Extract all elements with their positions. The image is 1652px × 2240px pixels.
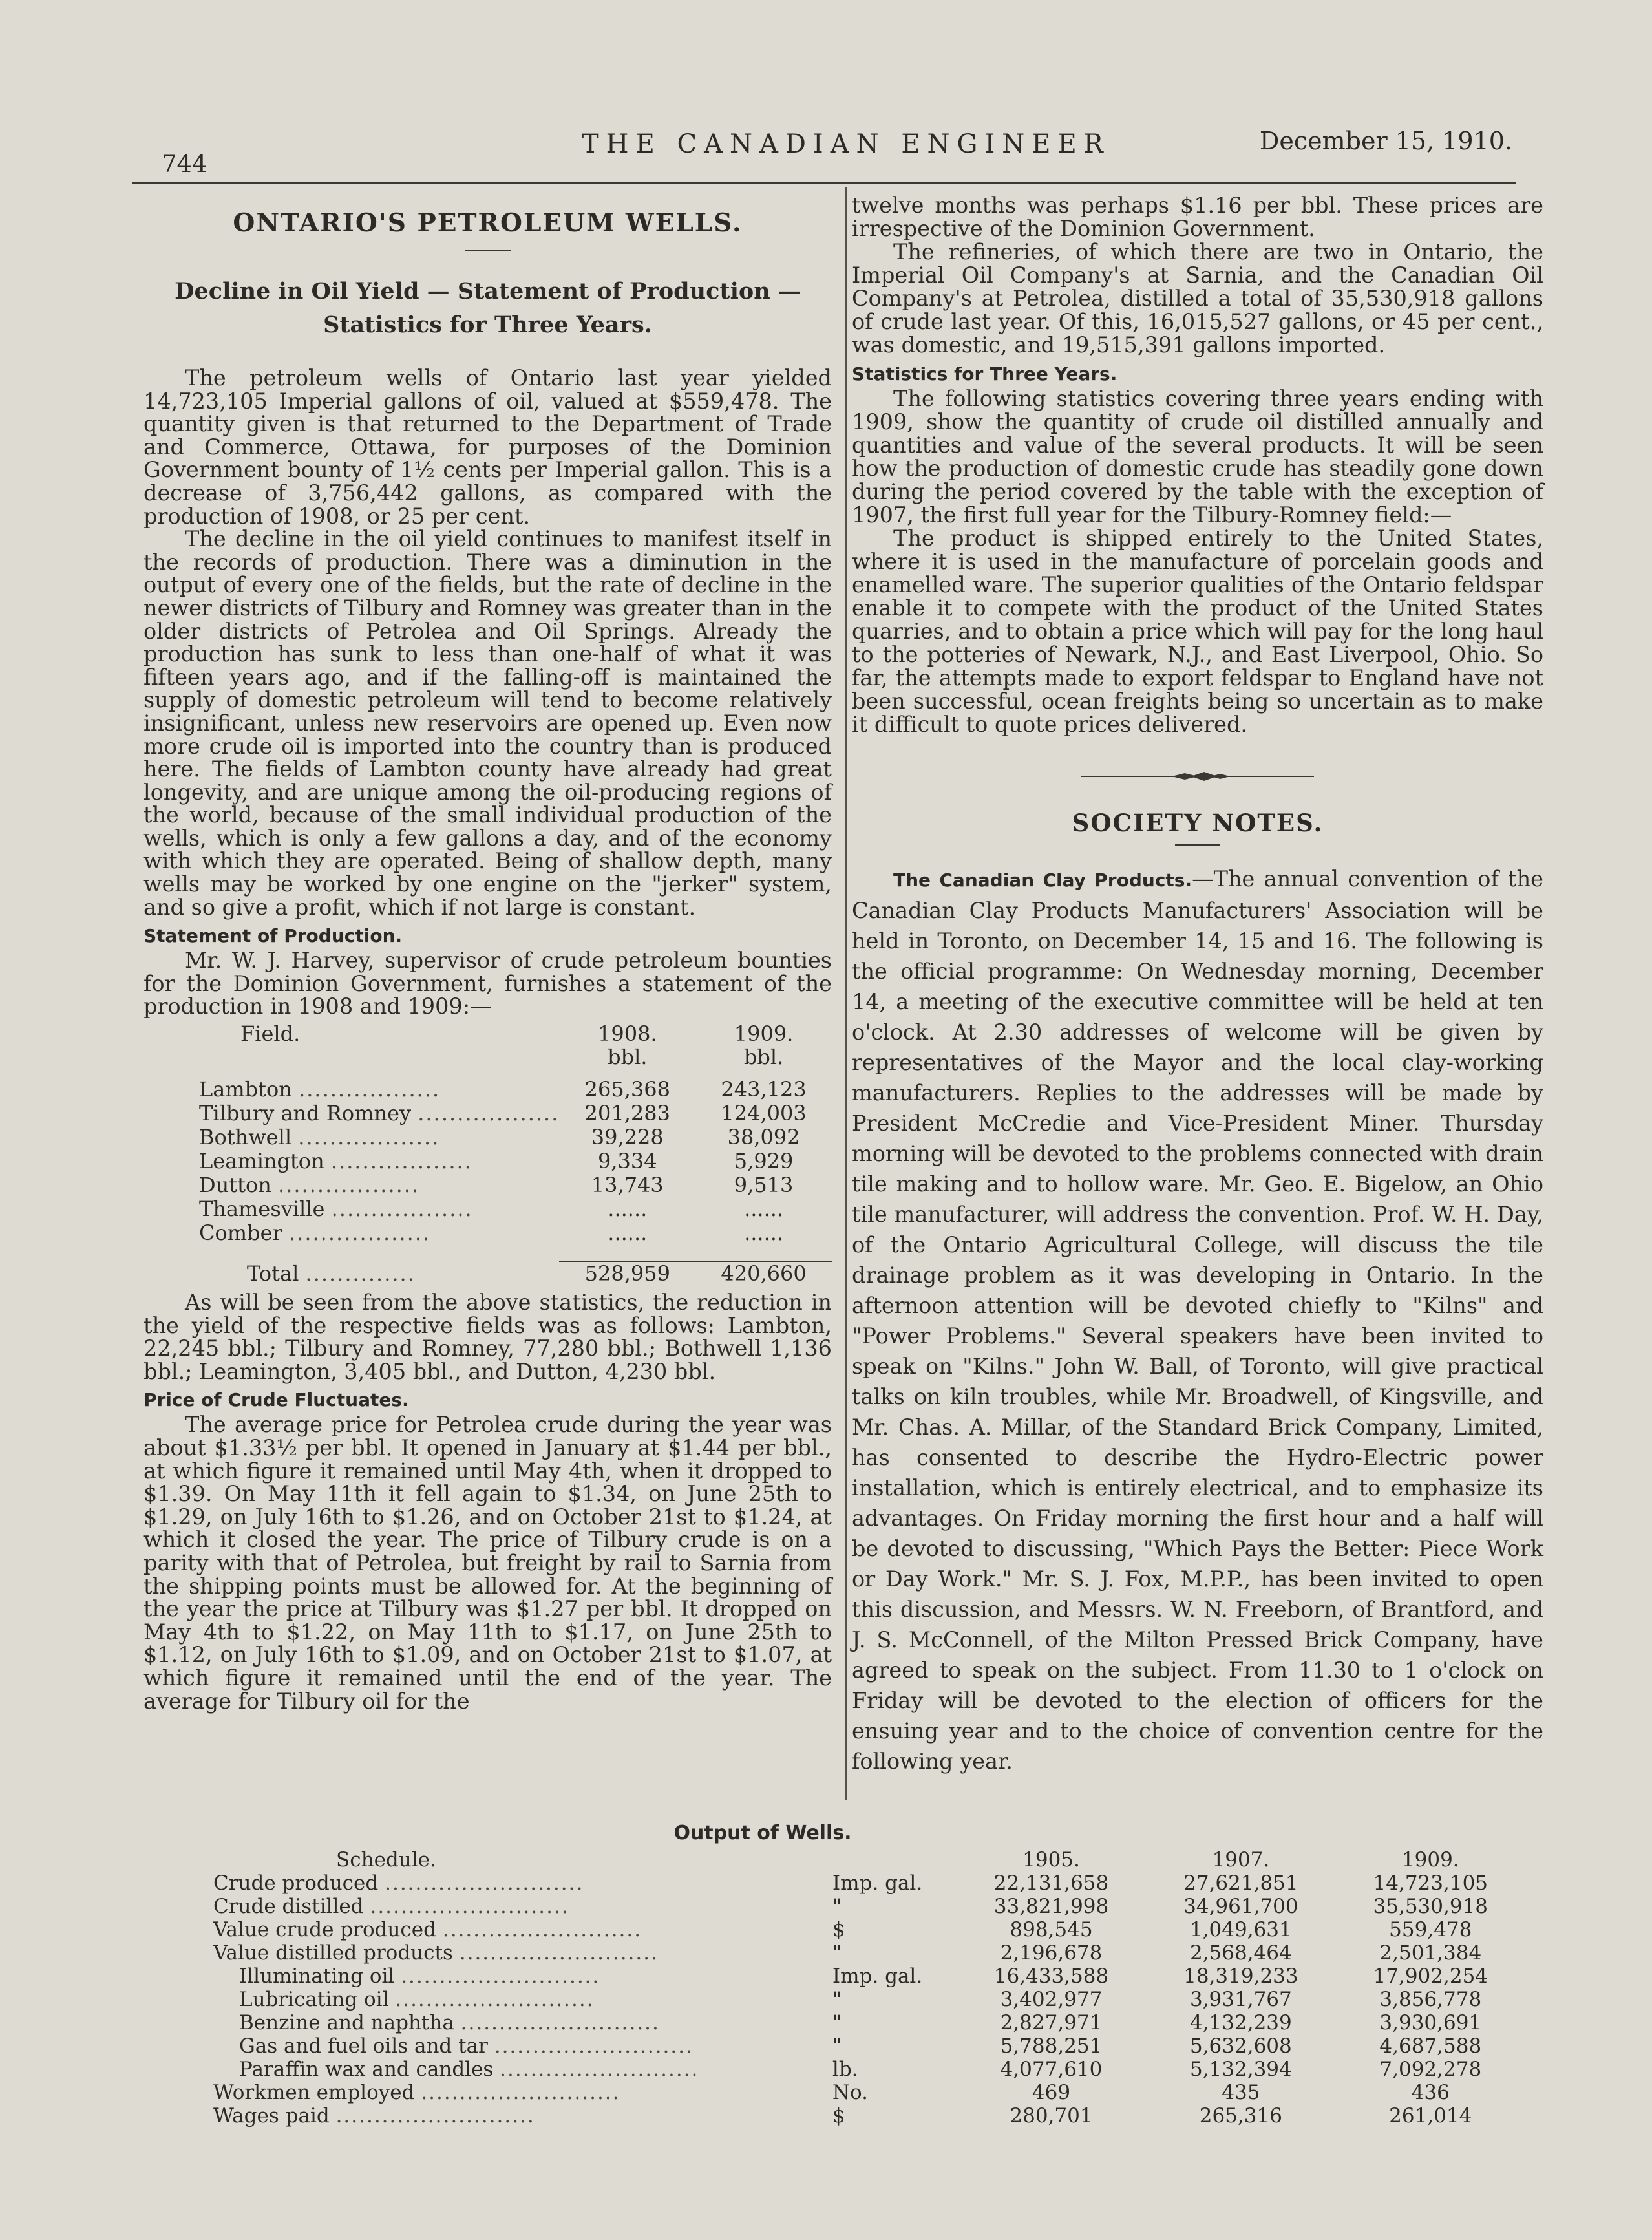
value-cell: 5,632,608 [1189, 2034, 1292, 2058]
production-table [143, 1022, 832, 1286]
paragraph: Mr. W. J. Harvey, supervisor of crude petroleum bounties for the Dominion Government, furnishes a statement of the production in 1908 and 1909:— [143, 948, 832, 1019]
value-1908: 9,334 [597, 1149, 657, 1174]
production-row: Lambton .................. 265,368 243,123 [143, 1078, 832, 1102]
production-row: Dutton .................. 13,743 9,513 [143, 1173, 832, 1197]
society-paragraph [852, 864, 1543, 1776]
schedule-label: Value crude produced [213, 1918, 436, 1941]
unit-cell: lb. [832, 2058, 858, 2081]
field-name: Leamington [199, 1149, 324, 1174]
schedule-label: Crude produced [213, 1872, 379, 1895]
title-rule [1175, 844, 1220, 846]
schedule-label: Illuminating oil [239, 1965, 395, 1988]
value-cell: 22,131,658 [993, 1872, 1109, 1895]
value-cell: 435 [1222, 2081, 1260, 2104]
unit-cell: Imp. gal. [832, 1872, 923, 1895]
unit-cell: " [832, 1988, 842, 2011]
schedule-label: Benzine and naphtha [239, 2011, 454, 2034]
unit-cell: Imp. gal. [832, 1965, 923, 1988]
column-rule [845, 187, 847, 1800]
production-row: Leamington .................. 9,334 5,929 [143, 1149, 832, 1173]
production-row: Thamesville .................. ...... ...... [143, 1197, 832, 1221]
value-cell: 16,433,588 [993, 1965, 1109, 1988]
value-cell: 3,930,691 [1379, 2011, 1482, 2034]
output-row: Wages paid .......................... $ 280,701 265,316 261,014 [194, 2104, 1525, 2128]
society-body: —The annual convention of the Canadian Clay Products Manufacturers' Association will be held in Toronto, on December 14, 15 and 16. The following is the official programme: On Wednesday morning, December 14, a meeting of the executive committee will be held at ten o'clock. At 2.30 addresses of welcome will be given by representatives of the Mayor and the local clay-working manufacturers. Replies to the addresses will be made by President McCredie and Vice-President Miner. Thursday morning will be devoted to the problems connected with drain tile making and to hollow ware. Mr. Geo. E. Bigelow, an Ohio tile manufacturer, will address the convention. Prof. W. H. Day, of the Ontario Agricultural College, will discuss the tile drainage problem as it was developing in Ontario. In the afternoon attention will be devoted chiefly to "Kilns" and "Power Problems." Several speakers have been invited to speak on "Kilns." John W. Ball, of Toronto, will give practical talks on kiln troubles, while Mr. Broadwell, of Kingsville, and Mr. Chas. A. Millar, of the Standard Brick Company, Limited, has consented to describe the Hydro-Electric power installation, which is entirely electrical, and to emphasize its advantages. On Friday morning the first hour and a half will be devoted to discussing, "Which Pays the Better: Piece Work or Day Work." Mr. S. J. Fox, M.P.P., has been invited to open this discussion, and Messrs. W. N. Freeborn, of Brantford, and J. S. McConnell, of the Milton Pressed Brick Company, have agreed to speak on the subject. From 11.30 to 1 o'clock on Friday will be devoted to the election of officers for the ensuing year and to the choice of convention centre for the following year. [852, 866, 1543, 1774]
output-table-title: Output of Wells. [673, 1822, 852, 1844]
unit-cell: " [832, 2011, 842, 2034]
value-cell: 2,196,678 [1000, 1941, 1103, 1965]
field-name: Tilbury and Romney [199, 1102, 412, 1126]
total-1909: 420,660 [695, 1261, 832, 1286]
value-cell: 1,049,631 [1189, 1918, 1292, 1941]
field-name: Lambton [199, 1078, 292, 1102]
total-label: Total [247, 1261, 299, 1286]
value-cell: 265,316 [1199, 2104, 1282, 2128]
value-cell: 3,856,778 [1379, 1988, 1482, 2011]
output-row: Paraffin wax and candles .......................... lb. 4,077,610 5,132,394 7,092,278 [194, 2058, 1525, 2081]
unit-cell: " [832, 1895, 842, 1918]
running-header [129, 123, 1525, 178]
value-cell: 14,723,105 [1373, 1872, 1488, 1895]
output-row: Value distilled products .......................... " 2,196,678 2,568,464 2,501,384 [194, 1941, 1525, 1965]
field-name: Thamesville [199, 1197, 325, 1222]
unit-cell: $ [832, 1918, 845, 1941]
unit-cell: No. [832, 2081, 869, 2104]
unit-cell: $ [832, 2104, 845, 2128]
title-rule [465, 250, 511, 251]
schedule-label: Crude distilled [213, 1895, 364, 1918]
col-header-field: Field. [240, 1022, 301, 1046]
schedule-label: Gas and fuel oils and tar [239, 2034, 488, 2058]
col-header-year: 1907. [1212, 1848, 1270, 1872]
output-row: Benzine and naphtha .......................... " 2,827,971 4,132,239 3,930,691 [194, 2011, 1525, 2034]
output-row: Illuminating oil .......................... Imp. gal. 16,433,588 18,319,233 17,902,254 [194, 1965, 1525, 1988]
col-header-1909: 1909. [734, 1021, 794, 1047]
article-continuation [852, 194, 1543, 736]
schedule-label: Wages paid [213, 2104, 330, 2128]
value-1909: ...... [744, 1221, 784, 1246]
value-cell: 4,132,239 [1189, 2011, 1292, 2034]
value-cell: 4,077,610 [1000, 2058, 1103, 2081]
section-heading: Statement of Production. [143, 925, 403, 947]
value-cell: 7,092,278 [1379, 2058, 1482, 2081]
value-cell: 436 [1411, 2081, 1450, 2104]
deck-line: Decline in Oil Yield — Statement of Production — [175, 278, 801, 304]
production-row: Tilbury and Romney .................. 201,283 124,003 [143, 1102, 832, 1125]
paragraph: The average price for Petrolea crude during the year was about $1.33½ per bbl. It opened in January at $1.44 per bbl., at which figure it remained until May 4th, when it dropped to $1.39. On May 11th it fell again to $1.34, on June 25th to $1.29, on July 16th to $1.26, and on October 21st to $1.24, at which it closed the year. The price of Tilbury crude is on a parity with that of Petrolea, but freight by rail to Sarnia from the shipping points must be allowed for. At the beginning of the year the price at Tilbury was $1.27 per bbl. It dropped on May 4th to $1.22, on May 11th to $1.17, on June 25th to $1.12, on July 16th to $1.09, and on October 21st to $1.07, at which figure it remained until the end of the year. The average for Tilbury oil for the [143, 1412, 832, 1714]
value-1909: ...... [744, 1197, 784, 1222]
value-cell: 17,902,254 [1373, 1965, 1488, 1988]
deck-line: Statistics for Three Years. [323, 312, 652, 338]
header-rule [132, 182, 1516, 184]
field-name: Comber [199, 1221, 282, 1246]
paragraph: twelve months was perhaps $1.16 per bbl. These prices are irrespective of the Dominion Government. [852, 193, 1543, 241]
field-name: Bothwell [199, 1125, 292, 1150]
society-notes-title: SOCIETY NOTES. [1072, 809, 1324, 837]
value-cell: 33,821,998 [993, 1895, 1109, 1918]
schedule-label: Workmen employed [213, 2081, 415, 2104]
section-heading: Price of Crude Fluctuates. [143, 1389, 409, 1411]
value-1908: 13,743 [591, 1173, 664, 1198]
value-cell: 35,530,918 [1373, 1895, 1488, 1918]
value-cell: 5,788,251 [1000, 2034, 1103, 2058]
value-cell: 898,545 [1010, 1918, 1093, 1941]
paragraph: The decline in the oil yield continues to manifest itself in the records of production. There was a diminution in the output of every one of the fields, but the rate of decline in the newer districts of Tilbury and Romney was greater than in the older districts of Petrolea and Oil Springs. Already the production has sunk to less than one-half of what it was fifteen years ago, and if the falling-off is maintained the supply of domestic petroleum will tend to become relatively insignificant, unless new reservoirs are opened up. Even now more crude oil is imported into the country than is produced here. The fields of Lambton county have already had great longevity, and are unique among the oil-producing regions of the world, because of the small individual production of the wells, which is only a few gallons a day, and of the economy with which they are operated. Being of shallow depth, many wells may be worked by one engine on the "jerker" system, and so give a profit, which if not large is constant. [143, 526, 832, 920]
page-number: 744 [162, 150, 207, 178]
value-cell: 4,687,588 [1379, 2034, 1482, 2058]
issue-date: December 15, 1910. [1259, 127, 1512, 155]
society-lead: The Canadian Clay Products. [893, 869, 1192, 891]
output-row: Crude produced .......................... Imp. gal. 22,131,658 27,621,851 14,723,105 [194, 1872, 1525, 1895]
field-name: Dutton [199, 1173, 271, 1198]
col-header-year: 1905. [1022, 1848, 1080, 1872]
value-cell: 280,701 [1010, 2104, 1093, 2128]
output-row: Lubricating oil .......................... " 3,402,977 3,931,767 3,856,778 [194, 1988, 1525, 2011]
value-1909: 243,123 [721, 1077, 807, 1102]
paragraph: The following statistics covering three years ending with 1909, show the quantity of crude oil distilled annually and quantities and value of the several products. It will be seen how the production of domestic crude has steadily gone down during the period covered by the table with the exception of 1907, the first full year for the Tilbury-Romney field:— [852, 386, 1543, 528]
value-1908: 201,283 [584, 1101, 670, 1126]
value-1909: 38,092 [727, 1125, 800, 1150]
value-cell: 559,478 [1389, 1918, 1472, 1941]
output-row: Value crude produced .......................... $ 898,545 1,049,631 559,478 [194, 1918, 1525, 1941]
output-row: Workmen employed .......................... No. 469 435 436 [194, 2081, 1525, 2104]
paragraph: The refineries, of which there are two in Ontario, the Imperial Oil Company's at Sarnia, and the Canadian Oil Company's at Petrolea, distilled a total of 35,530,918 gallons of crude last year. Of this, 16,015,527 gallons, or 45 per cent., was domestic, and 19,515,391 gallons imported. [852, 239, 1543, 357]
paragraph: The product is shipped entirely to the United States, where it is used in the manufacture of porcelain goods and enamelled ware. The superior qualities of the Ontario feldspar enable it to compete with the product of the United States quarries, and to obtain a price which will pay for the long haul to the potteries of Newark, N.J., and East Liverpool, Ohio. So far, the attempts made to export feldspar to England have not been successful, ocean freights being so uncertain as to make it difficult to quote prices delivered. [852, 526, 1543, 737]
col-header-1908: 1908. [597, 1021, 657, 1047]
value-1908: ...... [608, 1221, 648, 1246]
value-cell: 2,568,464 [1189, 1941, 1292, 1965]
value-cell: 18,319,233 [1183, 1965, 1298, 1988]
value-cell: 34,961,700 [1183, 1895, 1298, 1918]
value-cell: 2,501,384 [1379, 1941, 1482, 1965]
right-column [852, 194, 1543, 1776]
output-of-wells [194, 1822, 1525, 2128]
col-header-schedule: Schedule. [336, 1848, 436, 1872]
output-row: Crude distilled .......................... " 33,821,998 34,961,700 35,530,918 [194, 1895, 1525, 1918]
value-cell: 27,621,851 [1183, 1872, 1298, 1895]
schedule-label: Lubricating oil [239, 1988, 389, 2011]
total-row: Total .............. 528,959 420,660 [143, 1261, 832, 1286]
paragraph: As will be seen from the above statistics, the reduction in the yield of the respective fields was as follows: Lambton, 22,245 bbl.; Tilbury and Romney, 77,280 bbl.; Bothwell 1,136 bbl.; Leamington, 3,405 bbl., and Dutton, 4,230 bbl. [143, 1290, 832, 1384]
value-1908: 39,228 [591, 1125, 664, 1150]
left-column [143, 194, 832, 1712]
unit-label: bbl. [608, 1045, 648, 1070]
section-ornament [1081, 770, 1314, 783]
article-title: ONTARIO'S PETROLEUM WELLS. [233, 208, 743, 238]
value-1908: 265,368 [584, 1077, 670, 1102]
unit-label: bbl. [743, 1045, 784, 1070]
section-heading: Statistics for Three Years. [852, 363, 1117, 385]
value-cell: 3,402,977 [1000, 1988, 1103, 2011]
value-1909: 124,003 [721, 1101, 807, 1126]
paragraph: The petroleum wells of Ontario last year yielded 14,723,105 Imperial gallons of oil, valued at $559,478. The quantity given is that returned to the Department of Trade and Commerce, Ottawa, for purposes of the Dominion Government bounty of 1½ cents per Imperial gallon. This is a decrease of 3,756,442 gallons, as compared with the production of 1908, or 25 per cent. [143, 365, 832, 529]
value-1909: 9,513 [734, 1173, 794, 1198]
production-row: Bothwell .................. 39,228 38,092 [143, 1125, 832, 1149]
value-1909: 5,929 [734, 1149, 794, 1174]
production-row: Comber .................. ...... ...... [143, 1221, 832, 1245]
total-1908: 528,959 [559, 1261, 695, 1286]
article-deck [143, 275, 832, 342]
schedule-label: Value distilled products [213, 1941, 453, 1965]
value-cell: 2,827,971 [1000, 2011, 1103, 2034]
output-table [194, 1848, 1525, 2128]
value-1908: ...... [608, 1197, 648, 1222]
col-header-year: 1909. [1401, 1848, 1459, 1872]
output-row: Gas and fuel oils and tar .......................... " 5,788,251 5,632,608 4,687,588 [194, 2034, 1525, 2058]
value-cell: 261,014 [1389, 2104, 1472, 2128]
value-cell: 469 [1032, 2081, 1071, 2104]
unit-cell: " [832, 1941, 842, 1965]
value-cell: 5,132,394 [1189, 2058, 1292, 2081]
schedule-label: Paraffin wax and candles [239, 2058, 494, 2081]
unit-cell: " [832, 2034, 842, 2058]
value-cell: 3,931,767 [1189, 1988, 1292, 2011]
journal-title: THE CANADIAN ENGINEER [582, 129, 1110, 159]
